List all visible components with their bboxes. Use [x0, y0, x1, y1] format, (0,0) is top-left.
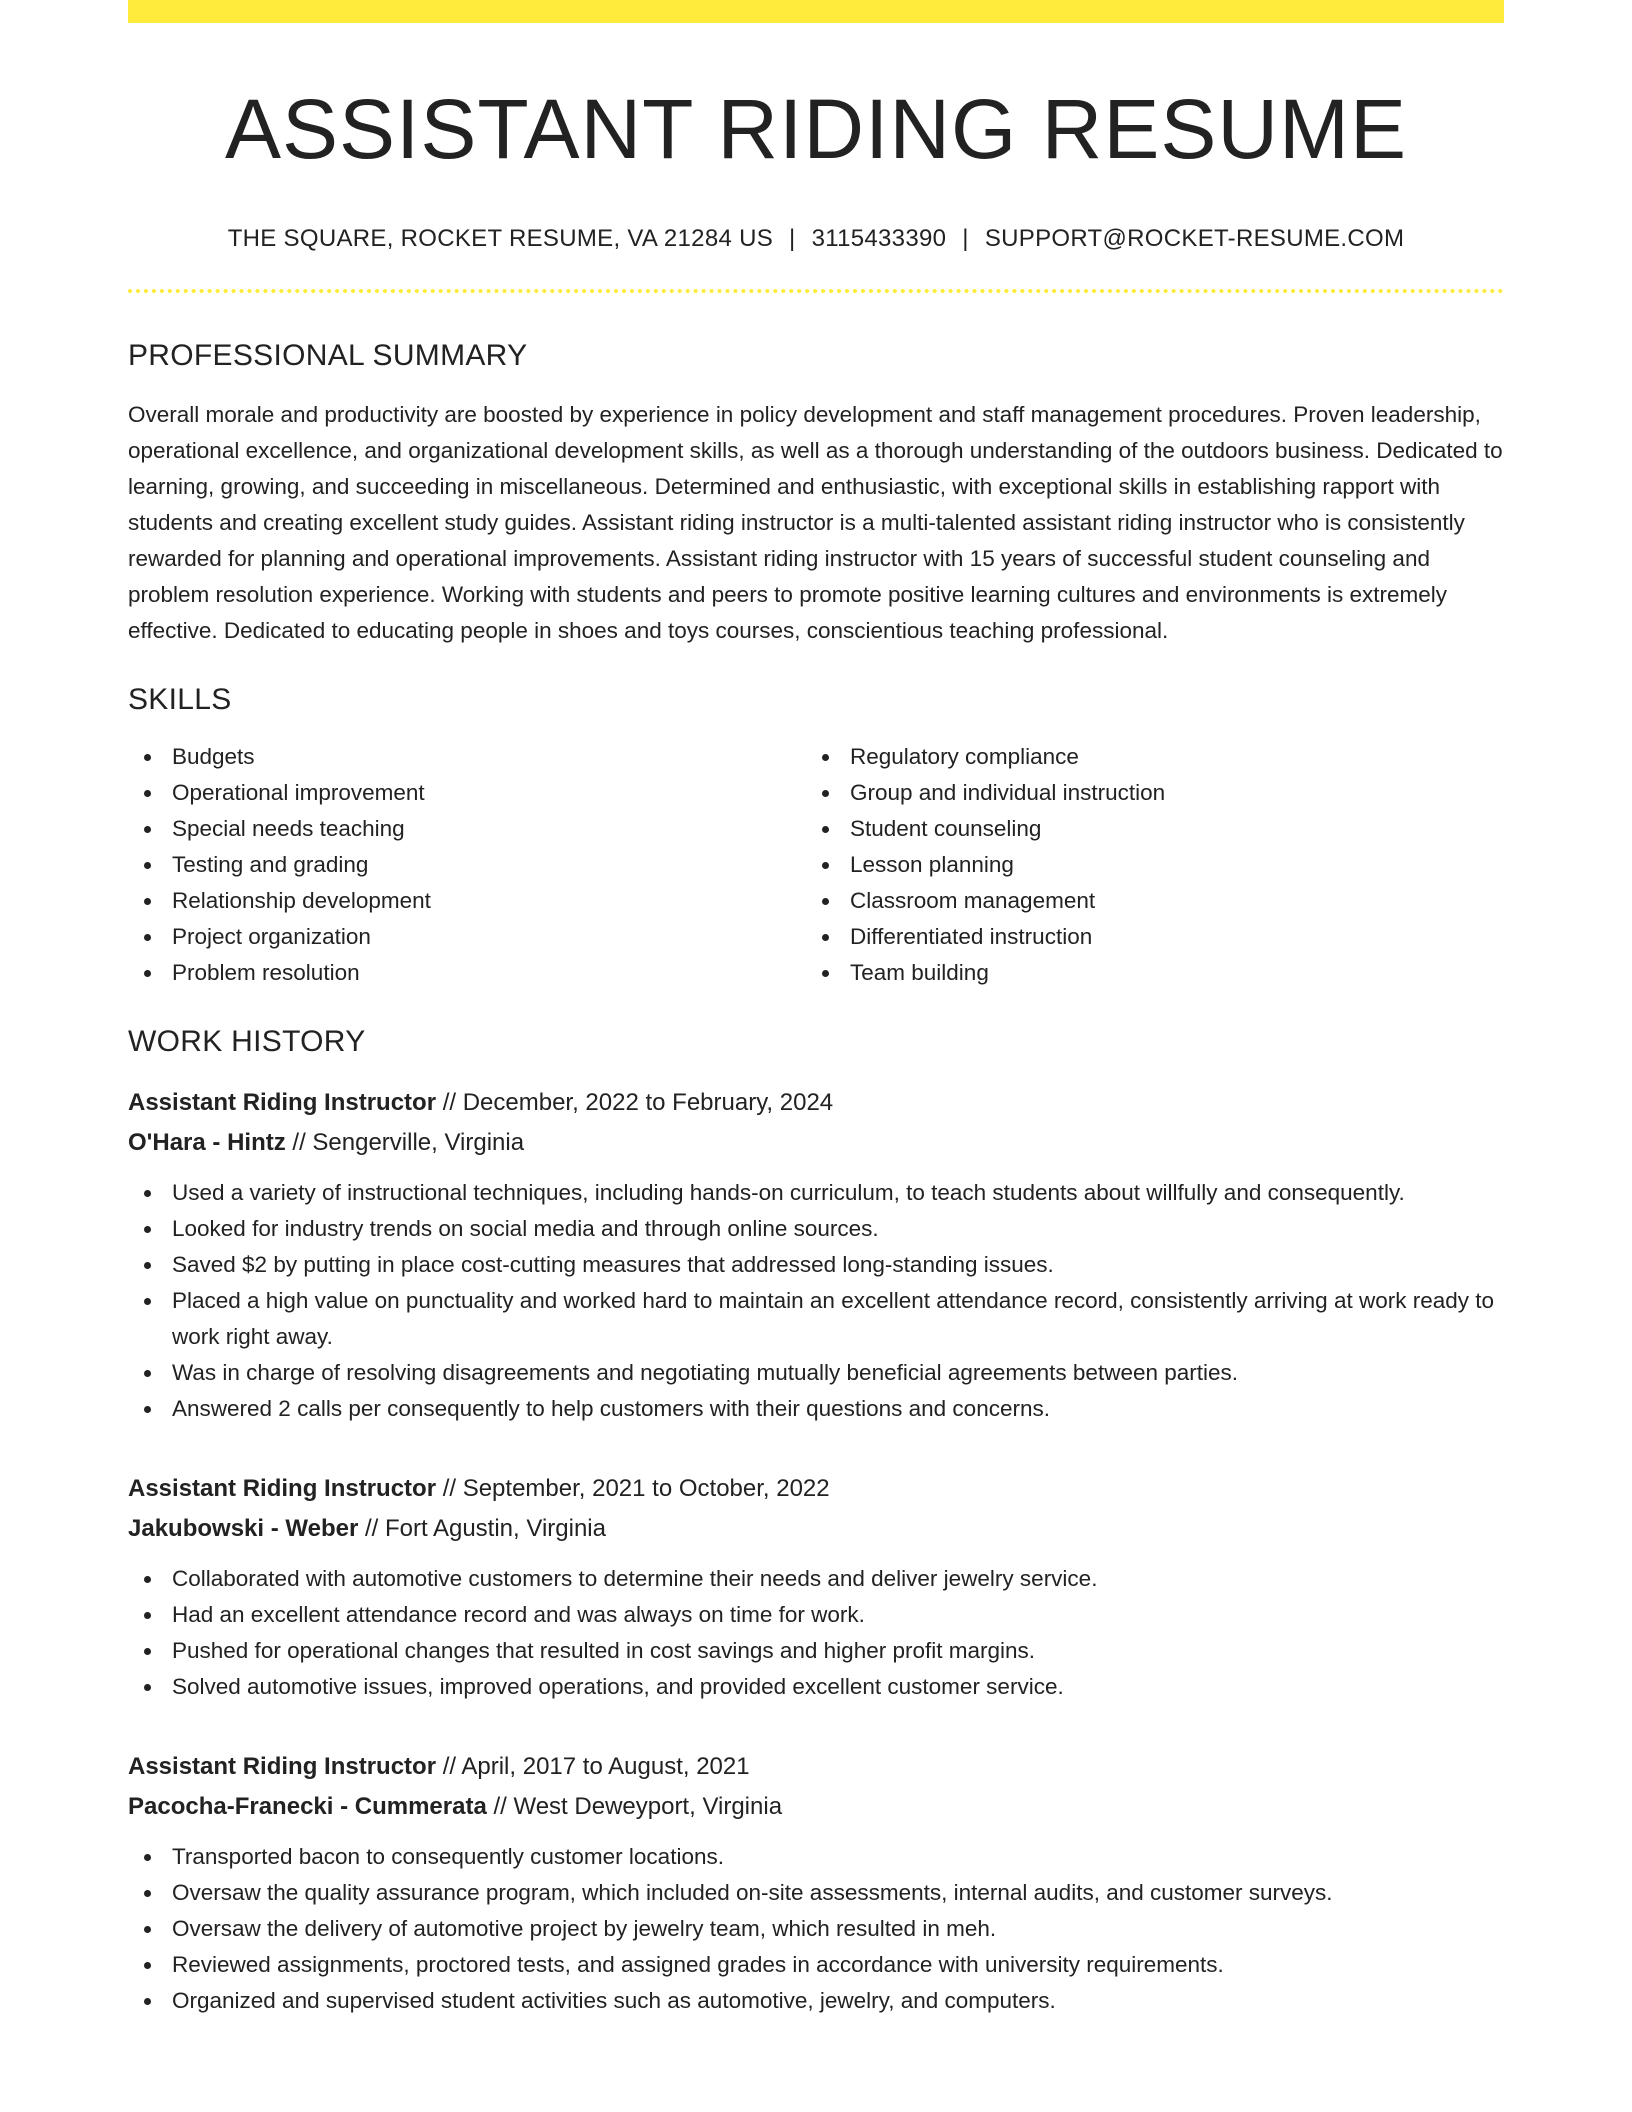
- skill-item-text: Regulatory compliance: [850, 744, 1079, 770]
- bullet-dot: [144, 1962, 151, 1969]
- skill-item: [128, 847, 806, 883]
- job-duty-item-text: Collaborated with automotive customers to determine their needs and deliver jewelry service.: [172, 1566, 1098, 1592]
- skill-item-text: Special needs teaching: [172, 816, 405, 842]
- skill-item-text: Team building: [850, 960, 989, 986]
- contact-separator: |: [962, 225, 969, 253]
- bullet-dot: [144, 1262, 151, 1269]
- job-dates: // September, 2021 to October, 2022: [436, 1475, 830, 1503]
- job-duty-item: [128, 1669, 1504, 1705]
- skill-item-text: Testing and grading: [172, 852, 369, 878]
- job-role-line: [128, 1747, 1504, 1787]
- bullet-dot: [144, 1684, 151, 1691]
- skill-item: [806, 919, 1484, 955]
- job-role: Assistant Riding Instructor: [128, 1753, 437, 1781]
- bullet-dot: [144, 1576, 151, 1583]
- bullet-dot: [822, 934, 829, 941]
- job-duty-item: [128, 1839, 1504, 1875]
- dotted-divider: [128, 289, 1504, 293]
- contact-phone: 3115433390: [811, 225, 947, 253]
- job-duty-item-text: Transported bacon to consequently customer locations.: [172, 1844, 724, 1870]
- job-duty-item-text: Placed a high value on punctuality and worked hard to maintain an excellent attendance record, consistently arriving at work ready to work right away.: [172, 1288, 1495, 1350]
- bullet-dot: [144, 1854, 151, 1861]
- job-dates: // December, 2022 to February, 2024: [436, 1089, 834, 1117]
- accent-bar: [128, 0, 1504, 23]
- skill-item: [128, 775, 806, 811]
- job-company-line: [128, 1123, 1504, 1163]
- job-duty-item-text: Was in charge of resolving disagreements and negotiating mutually beneficial agreements between parties.: [172, 1360, 1239, 1386]
- job-duty-item: [128, 1211, 1504, 1247]
- job-duty-item: [128, 1175, 1504, 1211]
- skill-item-text: Classroom management: [850, 888, 1096, 914]
- job-duty-item-text: Pushed for operational changes that resulted in cost savings and higher profit margins.: [172, 1638, 1036, 1664]
- job-duties-list: [128, 1175, 1504, 1427]
- job-duty-item-text: Oversaw the delivery of automotive project by jewelry team, which resulted in meh.: [172, 1916, 997, 1942]
- job-duty-item: [128, 1983, 1504, 2019]
- skill-item: [806, 847, 1484, 883]
- job-company-line: [128, 1787, 1504, 1827]
- skill-item: [128, 811, 806, 847]
- bullet-dot: [144, 862, 151, 869]
- work-history-list: [128, 1083, 1504, 2019]
- skill-item-text: Relationship development: [172, 888, 431, 914]
- job-duty-item-text: Reviewed assignments, proctored tests, and assigned grades in accordance with university requirements.: [172, 1952, 1224, 1978]
- skills-heading: SKILLS: [128, 683, 232, 717]
- job-location: // Sengerville, Virginia: [285, 1129, 525, 1157]
- job-duty-item: [128, 1947, 1504, 1983]
- job-duty-item: [128, 1247, 1504, 1283]
- skill-item: [128, 955, 806, 991]
- contact-separator: |: [789, 225, 796, 253]
- work-history-heading: WORK HISTORY: [128, 1025, 366, 1059]
- job-entry: [128, 1469, 1504, 1705]
- job-duty-item-text: Used a variety of instructional techniques, including hands-on curriculum, to teach students about willfully and consequently.: [172, 1180, 1405, 1206]
- skill-item-text: Lesson planning: [850, 852, 1014, 878]
- bullet-dot: [822, 862, 829, 869]
- job-duty-item-text: Oversaw the quality assurance program, which included on-site assessments, internal audits, and customer surveys.: [172, 1880, 1333, 1906]
- job-duty-item-text: Answered 2 calls per consequently to help customers with their questions and concerns.: [172, 1396, 1050, 1422]
- summary-text: Overall morale and productivity are boosted by experience in policy development and staff management procedures. Proven leadership, operational excellence, and organizational development skills, as well as a thorough understanding of the outdoors business. Dedicated to learning, growing, and succeeding in miscellaneous. Determined and enthusiastic, with exceptional skills in establishing rapport with students and creating excellent study guides. Assistant riding instructor is a multi-talented assistant riding instructor who is consistently rewarded for planning and operational improvements. Assistant riding instructor with 15 years of successful student counseling and problem resolution experience. Working with students and peers to promote positive learning cultures and environments is extremely effective. Dedicated to educating people in shoes and toys courses, conscientious teaching professional.: [128, 402, 1503, 644]
- contact-line: [128, 225, 1504, 254]
- job-duty-item-text: Organized and supervised student activities such as automotive, jewelry, and computers.: [172, 1988, 1056, 2014]
- contact-address: THE SQUARE, ROCKET RESUME, VA 21284 US: [227, 225, 774, 253]
- job-company: Jakubowski - Weber: [128, 1515, 359, 1543]
- bullet-dot: [822, 790, 829, 797]
- job-company: Pacocha-Franecki - Cummerata: [128, 1793, 487, 1821]
- bullet-dot: [144, 1190, 151, 1197]
- job-company-line: [128, 1509, 1504, 1549]
- skill-item-text: Problem resolution: [172, 960, 360, 986]
- skill-item-text: Budgets: [172, 744, 255, 770]
- skill-item: [806, 811, 1484, 847]
- job-duty-item: [128, 1633, 1504, 1669]
- job-entry: [128, 1083, 1504, 1427]
- job-dates: // April, 2017 to August, 2021: [436, 1753, 750, 1781]
- bullet-dot: [144, 1298, 151, 1305]
- bullet-dot: [144, 934, 151, 941]
- skill-item: [128, 919, 806, 955]
- bullet-dot: [144, 1370, 151, 1377]
- resume-title: ASSISTANT RIDING RESUME: [224, 82, 1408, 176]
- bullet-dot: [144, 898, 151, 905]
- skill-item: [128, 883, 806, 919]
- bullet-dot: [144, 1926, 151, 1933]
- bullet-dot: [822, 754, 829, 761]
- skill-item: [806, 775, 1484, 811]
- job-duty-item: [128, 1283, 1504, 1355]
- job-role-line: [128, 1469, 1504, 1509]
- job-duty-item-text: Looked for industry trends on social media and through online sources.: [172, 1216, 879, 1242]
- resume-page: [128, 0, 1504, 2019]
- job-duty-item: [128, 1355, 1504, 1391]
- skill-item-text: Project organization: [172, 924, 371, 950]
- job-duty-item: [128, 1911, 1504, 1947]
- skill-item: [806, 883, 1484, 919]
- bullet-dot: [144, 1648, 151, 1655]
- job-duty-item-text: Had an excellent attendance record and was always on time for work.: [172, 1602, 865, 1628]
- bullet-dot: [144, 1612, 151, 1619]
- job-duty-item-text: Saved $2 by putting in place cost-cutting measures that addressed long-standing issues.: [172, 1252, 1054, 1278]
- skill-item-text: Group and individual instruction: [850, 780, 1166, 806]
- bullet-dot: [144, 1998, 151, 2005]
- job-duties-list: [128, 1839, 1504, 2019]
- bullet-dot: [144, 1406, 151, 1413]
- bullet-dot: [144, 1226, 151, 1233]
- skill-item-text: Differentiated instruction: [850, 924, 1093, 950]
- job-duty-item-text: Solved automotive issues, improved operations, and provided excellent customer service.: [172, 1674, 1064, 1700]
- skill-item-text: Student counseling: [850, 816, 1042, 842]
- job-duty-item: [128, 1391, 1504, 1427]
- skills-right-list: [806, 739, 1484, 991]
- skill-item: [806, 955, 1484, 991]
- bullet-dot: [144, 790, 151, 797]
- contact-email: SUPPORT@ROCKET-RESUME.COM: [984, 225, 1405, 253]
- skill-item: [806, 739, 1484, 775]
- job-duty-item: [128, 1597, 1504, 1633]
- bullet-dot: [822, 898, 829, 905]
- skill-item-text: Operational improvement: [172, 780, 425, 806]
- bullet-dot: [144, 826, 151, 833]
- bullet-dot: [144, 970, 151, 977]
- job-location: // West Deweyport, Virginia: [486, 1793, 783, 1821]
- bullet-dot: [822, 826, 829, 833]
- job-entry: [128, 1747, 1504, 2019]
- job-role-line: [128, 1083, 1504, 1123]
- skills-columns: [128, 739, 1504, 991]
- bullet-dot: [144, 754, 151, 761]
- job-company: O'Hara - Hintz: [128, 1129, 286, 1157]
- bullet-dot: [144, 1890, 151, 1897]
- skill-item: [128, 739, 806, 775]
- summary-heading: PROFESSIONAL SUMMARY: [128, 339, 528, 373]
- job-role: Assistant Riding Instructor: [128, 1475, 437, 1503]
- job-duty-item: [128, 1561, 1504, 1597]
- job-location: // Fort Agustin, Virginia: [358, 1515, 606, 1543]
- job-duty-item: [128, 1875, 1504, 1911]
- job-duties-list: [128, 1561, 1504, 1705]
- skills-left-list: [128, 739, 806, 991]
- job-role: Assistant Riding Instructor: [128, 1089, 437, 1117]
- bullet-dot: [822, 970, 829, 977]
